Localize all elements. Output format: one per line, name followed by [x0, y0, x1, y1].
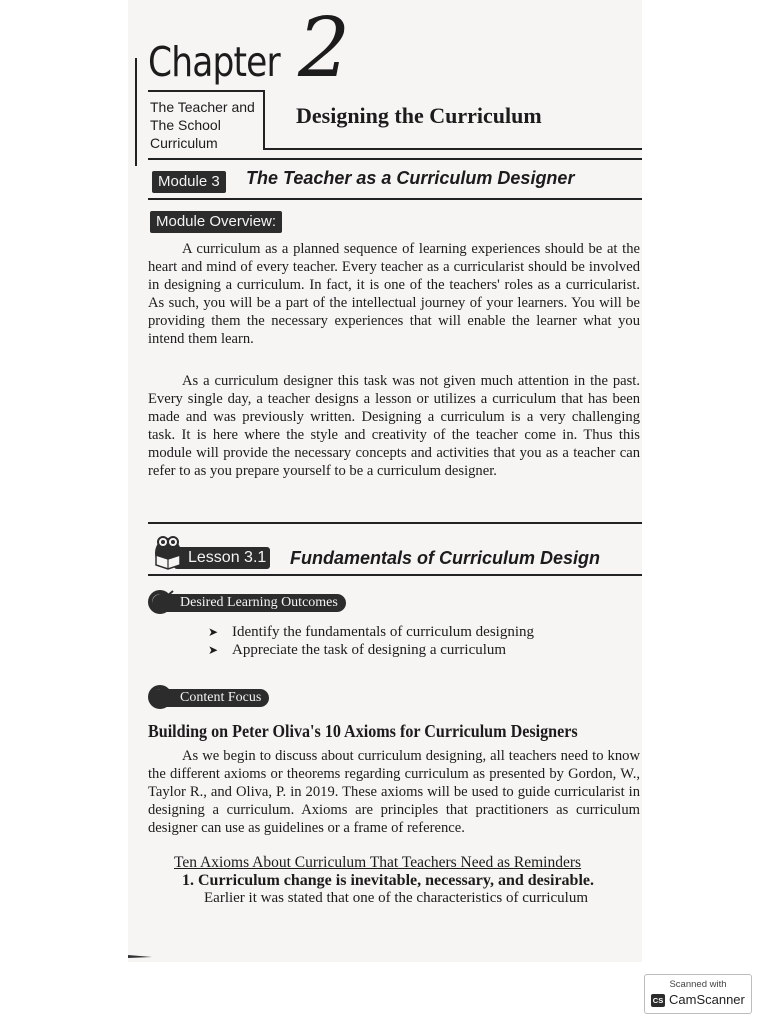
camscanner-watermark [644, 974, 752, 1014]
camscanner-logo-icon: CS [652, 996, 664, 1005]
scanned-with-caption: Scanned with [669, 979, 727, 990]
arrow-bullet-icon: ➤ [208, 643, 219, 657]
document-page [128, 0, 642, 962]
chapter-number: 2 [298, 1, 351, 96]
desired-learning-outcomes-label: Desired Learning Outcomes [152, 594, 346, 612]
lesson-badge: Lesson 3.1 [174, 547, 270, 569]
lesson-rule-top [148, 522, 642, 524]
outcome-text: Identify the fundamentals of curriculum designing [232, 624, 534, 640]
module-rule-top [148, 158, 642, 160]
header-box-top-rule [148, 90, 265, 92]
overview-paragraph-1: A curriculum as a planned sequence of learning experiences should be at the heart and mind of every teacher. Every teacher as a curricularist should be involved in designing a curriculum. In fact, it is one of the teachers' roles as a curricularist. As such, you will be a part of the intellectual journey of your learners. You will be providing them the necessary experiences that will enable the learner what you intend them learn. [148, 241, 640, 347]
module-rule-bottom [148, 198, 642, 200]
left-margin-rule [135, 58, 137, 166]
chapter-word: Chapter [148, 38, 280, 86]
axiom-1-text: Earlier it was stated that one of the characteristics of curriculum [204, 890, 589, 906]
axiom-1-title: 1. Curriculum change is inevitable, necessary, and desirable. [182, 872, 594, 889]
section-paragraph: As we begin to discuss about curriculum designing, all teachers need to know the different axioms or theorems regarding curriculum as presented by Gordon, W., Taylor R., and Oliva, P. in 2019. These axioms will be used to guide curricularist in designing a curriculum. Axioms are principles that practitioners as curriculum designer can use as guidelines or a frame of reference. [148, 748, 640, 836]
module-title: The Teacher as a Curriculum Designer [246, 168, 575, 188]
overview-paragraph-2: As a curriculum designer this task was not given much attention in the past. Every single day, a teacher designs a lesson or utilizes a curriculum that has been made and was previously written. Designing a curriculum is a very challenging task. It is here where the style and creativity of the teacher come in. Thus this module will provide the necessary concepts and activities that you as a teacher can refer to as you prepare yourself to be a curriculum designer. [148, 373, 640, 479]
outcome-item [208, 623, 534, 641]
lesson-title: Fundamentals of Curriculum Design [290, 548, 601, 568]
part-title: The Teacher and The School Curriculum [150, 99, 255, 151]
header-box-divider [263, 90, 265, 150]
outcome-item [208, 641, 506, 659]
outcome-text: Appreciate the task of designing a curriculum [232, 642, 507, 658]
module-badge: Module 3 [152, 171, 226, 193]
header-box-bottom-rule [263, 148, 642, 150]
section-heading: Building on Peter Oliva's 10 Axioms for Curriculum Designers [148, 721, 578, 741]
content-focus-label: Content Focus [152, 689, 269, 707]
module-overview-label: Module Overview: [150, 211, 282, 233]
lesson-rule-bottom [148, 574, 642, 576]
reading-owl-icon [150, 529, 186, 573]
chapter-title: Designing the Curriculum [296, 103, 542, 128]
arrow-bullet-icon: ➤ [208, 625, 219, 639]
camscanner-brand: CamScanner [669, 992, 745, 1007]
page-edge-mark [128, 952, 152, 958]
axioms-heading: Ten Axioms About Curriculum That Teachers Need as Reminders [174, 854, 582, 871]
